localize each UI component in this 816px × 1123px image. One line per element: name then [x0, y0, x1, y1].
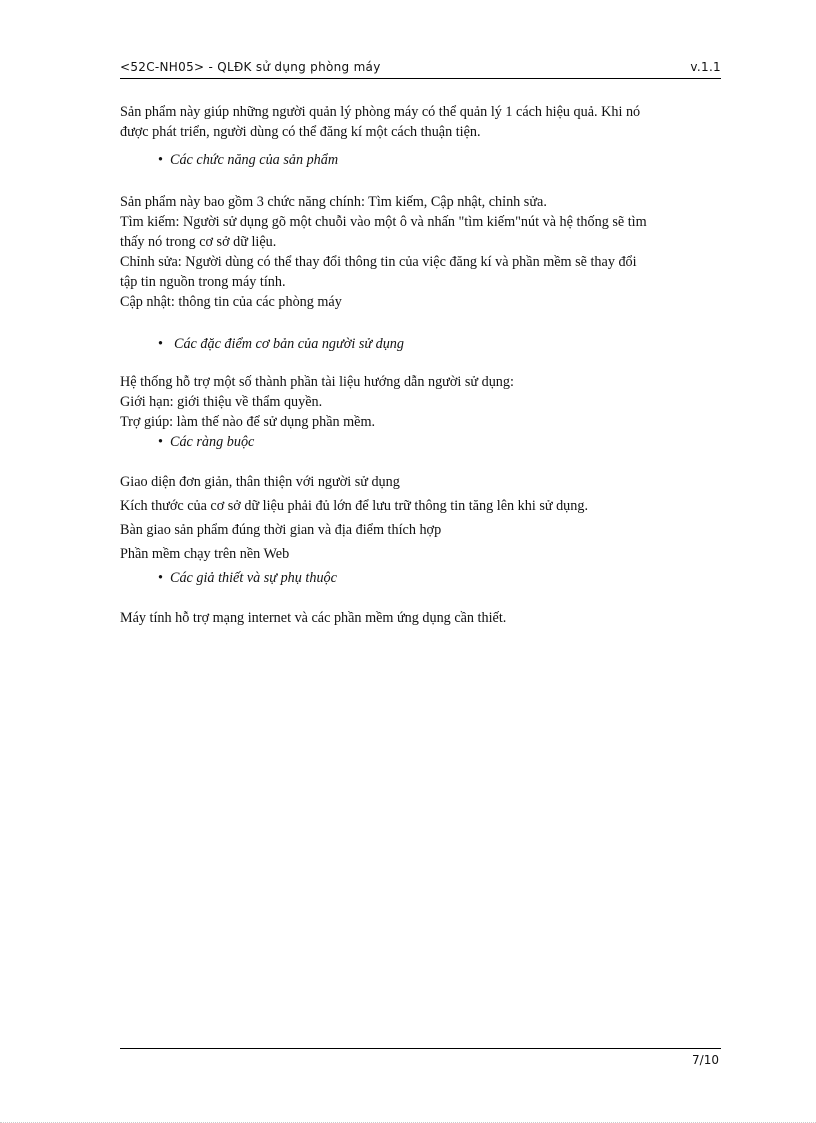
- paragraph-line: Kích thước của cơ sở dữ liệu phải đủ lớn để lưu trữ thông tin tăng lên khi sử dụng.: [120, 498, 589, 514]
- heading-text: Các giả thiết và sự phụ thuộc: [170, 570, 337, 586]
- intro-line: Sản phẩm này giúp những người quản lý phòng máy có thể quản lý 1 cách hiệu quả. Khi nó: [120, 104, 641, 120]
- page-footer: [120, 1048, 721, 1069]
- paragraph-line: Trợ giúp: làm thế nào để sử dụng phần mềm.: [120, 414, 376, 430]
- paragraph-line: Chỉnh sửa: Người dùng có thể thay đổi thông tin của việc đăng kí và phần mềm sẽ thay đổi: [120, 254, 637, 270]
- paragraph-line: Hệ thống hỗ trợ một số thành phần tài liệu hướng dẫn người sử dụng:: [120, 374, 514, 390]
- heading-text: Các chức năng của sản phẩm: [170, 152, 339, 168]
- paragraph-line: Sản phẩm này bao gồm 3 chức năng chính: Tìm kiếm, Cập nhật, chỉnh sửa.: [120, 194, 547, 210]
- intro-line: được phát triển, người dùng có thể đăng kí một cách thuận tiện.: [120, 124, 481, 140]
- paragraph-line: Máy tính hỗ trợ mạng internet và các phần mềm ứng dụng cần thiết.: [120, 610, 507, 626]
- bullet-icon: •: [158, 570, 163, 586]
- paragraph-line: Giao diện đơn giản, thân thiện với người sử dụng: [120, 474, 400, 490]
- document-title: <52C-NH05> - QLĐK sử dụng phòng máy: [120, 60, 381, 74]
- paragraph-line: Tìm kiếm: Người sử dụng gõ một chuỗi vào một ô và nhấn "tìm kiếm"nút và hệ thống sẽ tìm: [120, 214, 647, 230]
- heading-text: Các ràng buộc: [170, 434, 255, 450]
- heading-text: Các đặc điểm cơ bản của người sử dụng: [174, 336, 404, 352]
- bullet-icon: •: [158, 336, 163, 352]
- paragraph-line: tập tin nguồn trong máy tính.: [120, 274, 286, 290]
- section-heading-users: [158, 334, 721, 354]
- paragraph-line: Bàn giao sản phẩm đúng thời gian và địa điểm thích hợp: [120, 522, 442, 538]
- bullet-icon: •: [158, 152, 163, 168]
- paragraph-line: thấy nó trong cơ sở dữ liệu.: [120, 234, 277, 250]
- paragraph-line: Cập nhật: thông tin của các phòng máy: [120, 294, 342, 310]
- section-heading-functions: [158, 150, 721, 170]
- section-heading-constraints: [158, 432, 721, 452]
- paragraph-line: Giới hạn: giới thiệu về thẩm quyền.: [120, 394, 323, 410]
- bullet-icon: •: [158, 434, 163, 450]
- document-version: v.1.1: [690, 60, 721, 74]
- section-heading-assumptions: [158, 566, 721, 590]
- page-number: 7/10: [692, 1053, 719, 1067]
- paragraph-line: Phần mềm chạy trên nền Web: [120, 546, 290, 562]
- page-header: [120, 60, 721, 79]
- document-body: [120, 102, 721, 628]
